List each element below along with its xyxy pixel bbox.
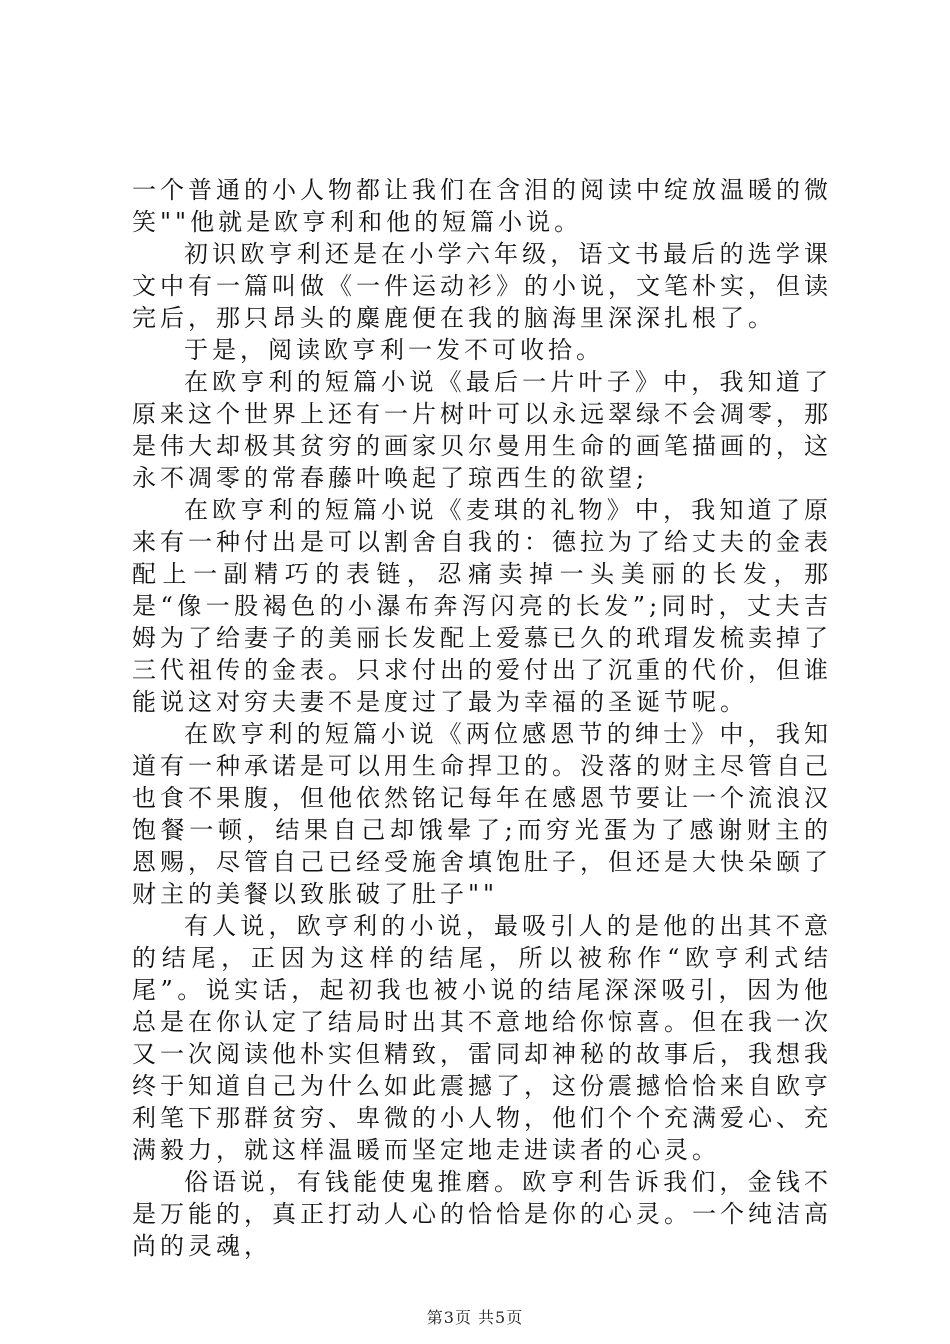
document-body <box>132 174 832 1262</box>
paragraph: 有人说，欧亨利的小说，最吸引人的是他的出其不意的结尾，正因为这样的结尾，所以被称作“欧亨利式结尾”。说实话，起初我也被小说的结尾深深吸引，因为他总是在你认定了结局时出其不意地给你惊喜。但在我一次又一次阅读他朴实但精致，雷同却神秘的故事后，我想我终于知道自己为什么如此震撼了，这份震撼恰恰来自欧亨利笔下那群贫穷、卑微的小人物，他们个个充满爱心、充满毅力，就这样温暖而坚定地走进读者的心灵。 <box>132 912 832 1164</box>
paragraph: 初识欧亨利还是在小学六年级，语文书最后的选学课文中有一篇叫做《一件运动衫》的小说，文笔朴实，但读完后，那只昂头的麋鹿便在我的脑海里深深扎根了。 <box>132 240 832 332</box>
paragraph: 在欧亨利的短篇小说《两位感恩节的绅士》中，我知道有一种承诺是可以用生命捍卫的。没落的财主尽管自己也食不果腹，但他依然铭记每年在感恩节要让一个流浪汉饱餐一顿，结果自己却饿晕了;而穷光蛋为了感谢财主的恩赐，尽管自己已经受施舍填饱肚子，但还是大快朵颐了财主的美餐以致胀破了肚子"" <box>132 720 832 908</box>
paragraph: 于是，阅读欧亨利一发不可收拾。 <box>184 336 604 364</box>
paragraph: 在欧亨利的短篇小说《最后一片叶子》中，我知道了原来这个世界上还有一片树叶可以永远翠绿不会凋零，那是伟大却极其贫穷的画家贝尔曼用生命的画笔描画的，这永不凋零的常春藤叶唤起了琼西生的欲望; <box>132 368 832 492</box>
page-number-footer: 第3页 共5页 <box>426 1308 524 1327</box>
paragraph: 在欧亨利的短篇小说《麦琪的礼物》中，我知道了原来有一种付出是可以割舍自我的：德拉为了给丈夫的金表配上一副精巧的表链，忍痛卖掉一头美丽的长发，那是“像一股褐色的小瀑布奔泻闪亮的长发”;同时，丈夫吉姆为了给妻子的美丽长发配上爱慕已久的玳瑁发梳卖掉了三代祖传的金表。只求付出的爱付出了沉重的代价，但谁能说这对穷夫妻不是度过了最为幸福的圣诞节呢。 <box>132 496 832 716</box>
paragraph: 一个普通的小人物都让我们在含泪的阅读中绽放温暖的微笑""他就是欧亨利和他的短篇小说。 <box>132 176 832 236</box>
paragraph: 俗语说，有钱能使鬼推磨。欧亨利告诉我们，金钱不是万能的，真正打动人心的恰恰是你的心灵。一个纯洁高尚的灵魂， <box>132 1168 832 1260</box>
